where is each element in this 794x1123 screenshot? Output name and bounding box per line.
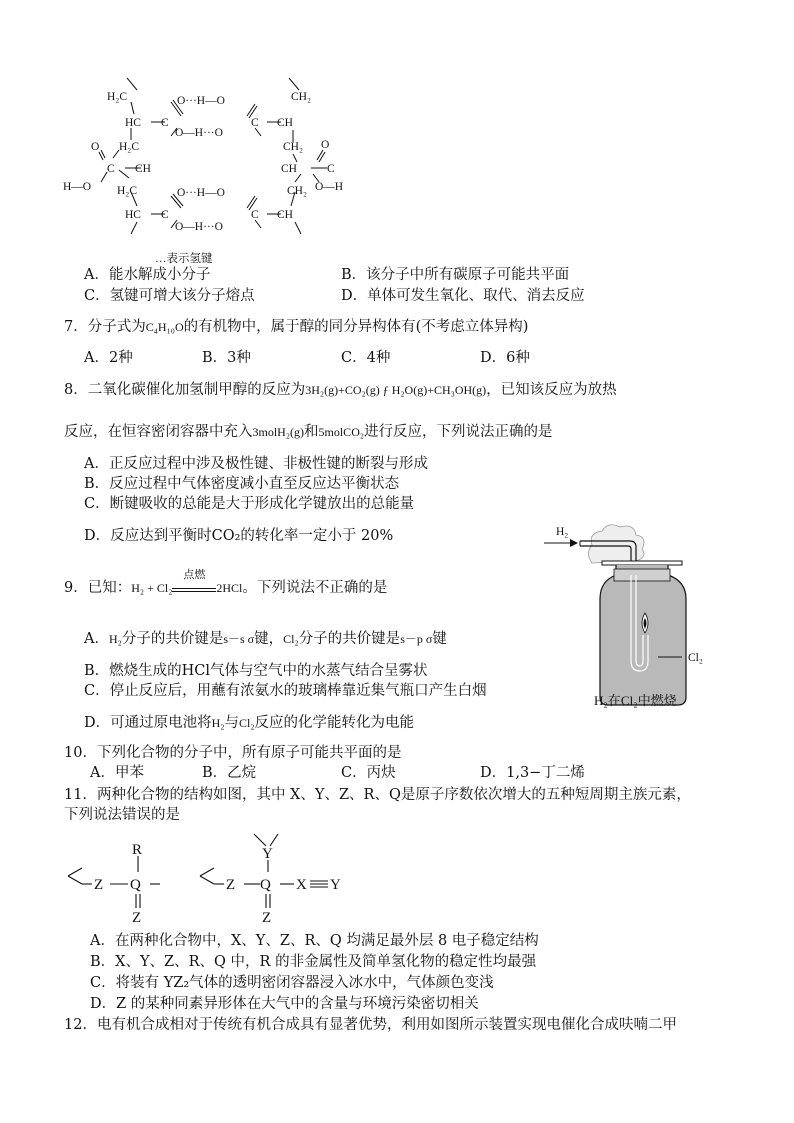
- svg-text:C: C: [251, 209, 259, 221]
- q9-a-bond2: s－p σ: [400, 632, 433, 646]
- svg-text:C: C: [107, 163, 115, 175]
- q8-line1-pre: 8．二氧化碳催化加氢制甲醇的反应为: [64, 382, 306, 398]
- q9-d-post: 反应的化学能转化为电能: [254, 715, 415, 731]
- q8-line2-post: 进行反应，下列说法正确的是: [364, 424, 553, 440]
- q7-stem: [64, 318, 528, 336]
- q9-d-mid: 与: [224, 715, 239, 731]
- q7-option-d: D．6种: [480, 350, 530, 366]
- q9-a-h2: H₂: [108, 632, 122, 646]
- q9-stem-pre: 9．已知：: [64, 580, 132, 596]
- q8-option-d: D．反应达到平衡时CO₂的转化率一定小于 20%: [84, 528, 394, 544]
- svg-text:C: C: [161, 209, 169, 221]
- svg-text:HC: HC: [125, 117, 141, 129]
- struct2-x: X: [296, 877, 307, 893]
- q9-a-end: 键: [432, 631, 447, 647]
- struct1-q: Q: [130, 877, 141, 893]
- q8-option-b: B．反应过程中气体密度减小直至反应达平衡状态: [84, 476, 400, 492]
- q7-option-b: B．3种: [202, 350, 251, 366]
- q9-stem-post: 。下列说法不正确的是: [242, 580, 388, 596]
- q7-option-a: A．2种: [84, 350, 133, 366]
- q10-stem: 10．下列化合物的分子中，所有原子可能共平面的是: [64, 745, 402, 761]
- q10-option-d: D．1,3−丁二烯: [480, 765, 585, 781]
- q8-amount-co2: 5molCO₂: [318, 425, 365, 439]
- q9-d-pre: D．可通过原电池将: [84, 715, 212, 731]
- svg-text:O: O: [321, 139, 330, 151]
- q11-stem-line1: 11．两种化合物的结构如图，其中 X、Y、Z、R、Q是原子序数依次增大的五种短周期主族元素，: [64, 787, 691, 803]
- q10-option-a: A．甲苯: [90, 765, 144, 781]
- hydrogen-bond-structure-figure: [55, 70, 375, 270]
- q7-stem-post: 的有机物中，属于醇的同分异构体有(不考虑立体异构): [183, 319, 529, 335]
- svg-text:CH₂: CH₂: [291, 91, 311, 103]
- q8-line2-mid: 和: [304, 424, 319, 440]
- svg-text:O—H···O: O—H···O: [175, 221, 223, 233]
- struct2-q: Q: [260, 877, 271, 893]
- svg-text:H—O: H—O: [63, 181, 92, 193]
- svg-text:O···H—O: O···H—O: [177, 95, 225, 107]
- q9-a-cl2: Cl₂: [283, 632, 299, 646]
- struct2-y-top: Y: [262, 846, 273, 862]
- cl2-label: Cl₂: [688, 652, 703, 664]
- q11-option-a: A．在两种化合物中，X、Y、Z、R、Q 均满足最外层 8 电子稳定结构: [90, 933, 539, 949]
- struct2-z-bottom: Z: [262, 910, 272, 926]
- q10-option-b: B．乙烷: [202, 765, 257, 781]
- svg-text:H₂C: H₂C: [117, 185, 137, 197]
- svg-text:H₂C: H₂C: [107, 91, 127, 103]
- q10-option-c: C．丙炔: [341, 765, 396, 781]
- struct1-z-bottom: Z: [132, 910, 142, 926]
- q9-a-bond1: s－s σ: [223, 632, 255, 646]
- q6-option-d: D．单体可发生氧化、取代、消去反应: [341, 288, 585, 304]
- q9-option-c: C．停止反应后，用蘸有浓氨水的玻璃棒靠近集气瓶口产生白烟: [84, 683, 487, 699]
- svg-text:CH: CH: [277, 209, 293, 221]
- q8-line2: [64, 423, 553, 441]
- q8-line2-pre: 反应，在恒容密闭容器中充入: [64, 424, 253, 440]
- svg-text:CH₂: CH₂: [287, 185, 307, 197]
- q11-option-c: C．将装有 YZ₂气体的透明密闭容器浸入冰水中，气体颜色变浅: [90, 975, 494, 991]
- svg-text:O—H: O—H: [315, 181, 344, 193]
- svg-text:H₂C: H₂C: [119, 141, 139, 153]
- apparatus-caption: H₂在Cl₂中燃烧: [594, 693, 677, 708]
- q9-eq-condition: 点燃: [183, 568, 206, 581]
- q8-amount-h2: 3molH₂(g): [252, 425, 305, 439]
- q11-option-b: B．X、Y、Z、R、Q 中，R 的非金属性及简单氢化物的稳定性均最强: [90, 954, 537, 970]
- q8-line1-post: ，已知该反应为放热: [486, 382, 617, 398]
- q11-option-d: D．Z 的某种同素异形体在大气中的含量与环境污染密切相关: [90, 996, 479, 1012]
- struct1-z-left: Z: [94, 877, 104, 893]
- svg-text:O···H—O: O···H—O: [177, 187, 225, 199]
- q9-a-mid1: 分子的共价键是: [121, 631, 224, 647]
- svg-text:C: C: [327, 163, 335, 175]
- svg-text:CH: CH: [135, 163, 151, 175]
- q9-a-mid2: 键，: [254, 631, 284, 647]
- svg-text:C: C: [251, 117, 259, 129]
- q7-stem-pre: 7．分子式为: [64, 319, 146, 335]
- combustion-apparatus-figure: [530, 515, 720, 715]
- q7-formula: C₄H₁₀O: [145, 320, 184, 334]
- q12-stem: 12．电有机合成相对于传统有机合成具有显著优势，利用如图所示装置实现电催化合成呋喃二甲: [64, 1017, 677, 1033]
- q8-equation: 3H₂(g)+CO₂(g) ƒ H₂O(g)+CH₃OH(g): [305, 383, 487, 397]
- q11-structures-figure: [62, 828, 362, 926]
- q8-line1: [64, 381, 617, 399]
- svg-text:CH₂: CH₂: [283, 141, 303, 153]
- struct1-r: R: [132, 842, 143, 858]
- q9-d-h2: H₂: [211, 716, 225, 730]
- struct2-z-left: Z: [226, 877, 236, 893]
- q11-stem-line2: 下列说法错误的是: [64, 807, 180, 823]
- h2-label: H₂: [556, 526, 569, 538]
- svg-text:O—H···O: O—H···O: [175, 127, 223, 139]
- svg-text:CH: CH: [277, 117, 293, 129]
- q9-eq-left: H₂ + Cl₂: [131, 581, 173, 595]
- q9-eq-right: 2HCl: [216, 581, 243, 595]
- q9-a-pre: A．: [84, 631, 109, 647]
- svg-text:CH: CH: [281, 163, 297, 175]
- q6-option-b: B．该分子中所有碳原子可能共平面: [341, 267, 570, 283]
- svg-text:O: O: [91, 141, 100, 153]
- q9-option-b: B．燃烧生成的HCl气体与空气中的水蒸气结合呈雾状: [84, 663, 428, 679]
- struct2-y-right: Y: [330, 877, 341, 893]
- q9-a-mid3: 分子的共价键是: [298, 631, 401, 647]
- q7-option-c: C．4种: [341, 350, 391, 366]
- q6-option-c: C．氢键可增大该分子熔点: [84, 288, 255, 304]
- q9-stem: [64, 568, 388, 597]
- q9-option-d: [84, 714, 414, 732]
- figure-caption: …表示氢键: [155, 253, 213, 265]
- q8-option-c: C．断键吸收的总能是大于形成化学键放出的总能量: [84, 496, 415, 512]
- q9-option-a: [84, 630, 447, 648]
- q9-d-cl2: Cl₂: [238, 716, 255, 730]
- svg-text:C: C: [161, 117, 169, 129]
- q8-option-a: A．正反应过程中涉及极性键、非极性键的断裂与形成: [84, 456, 428, 472]
- svg-text:HC: HC: [125, 209, 141, 221]
- q6-option-a: A．能水解成小分子: [84, 267, 211, 283]
